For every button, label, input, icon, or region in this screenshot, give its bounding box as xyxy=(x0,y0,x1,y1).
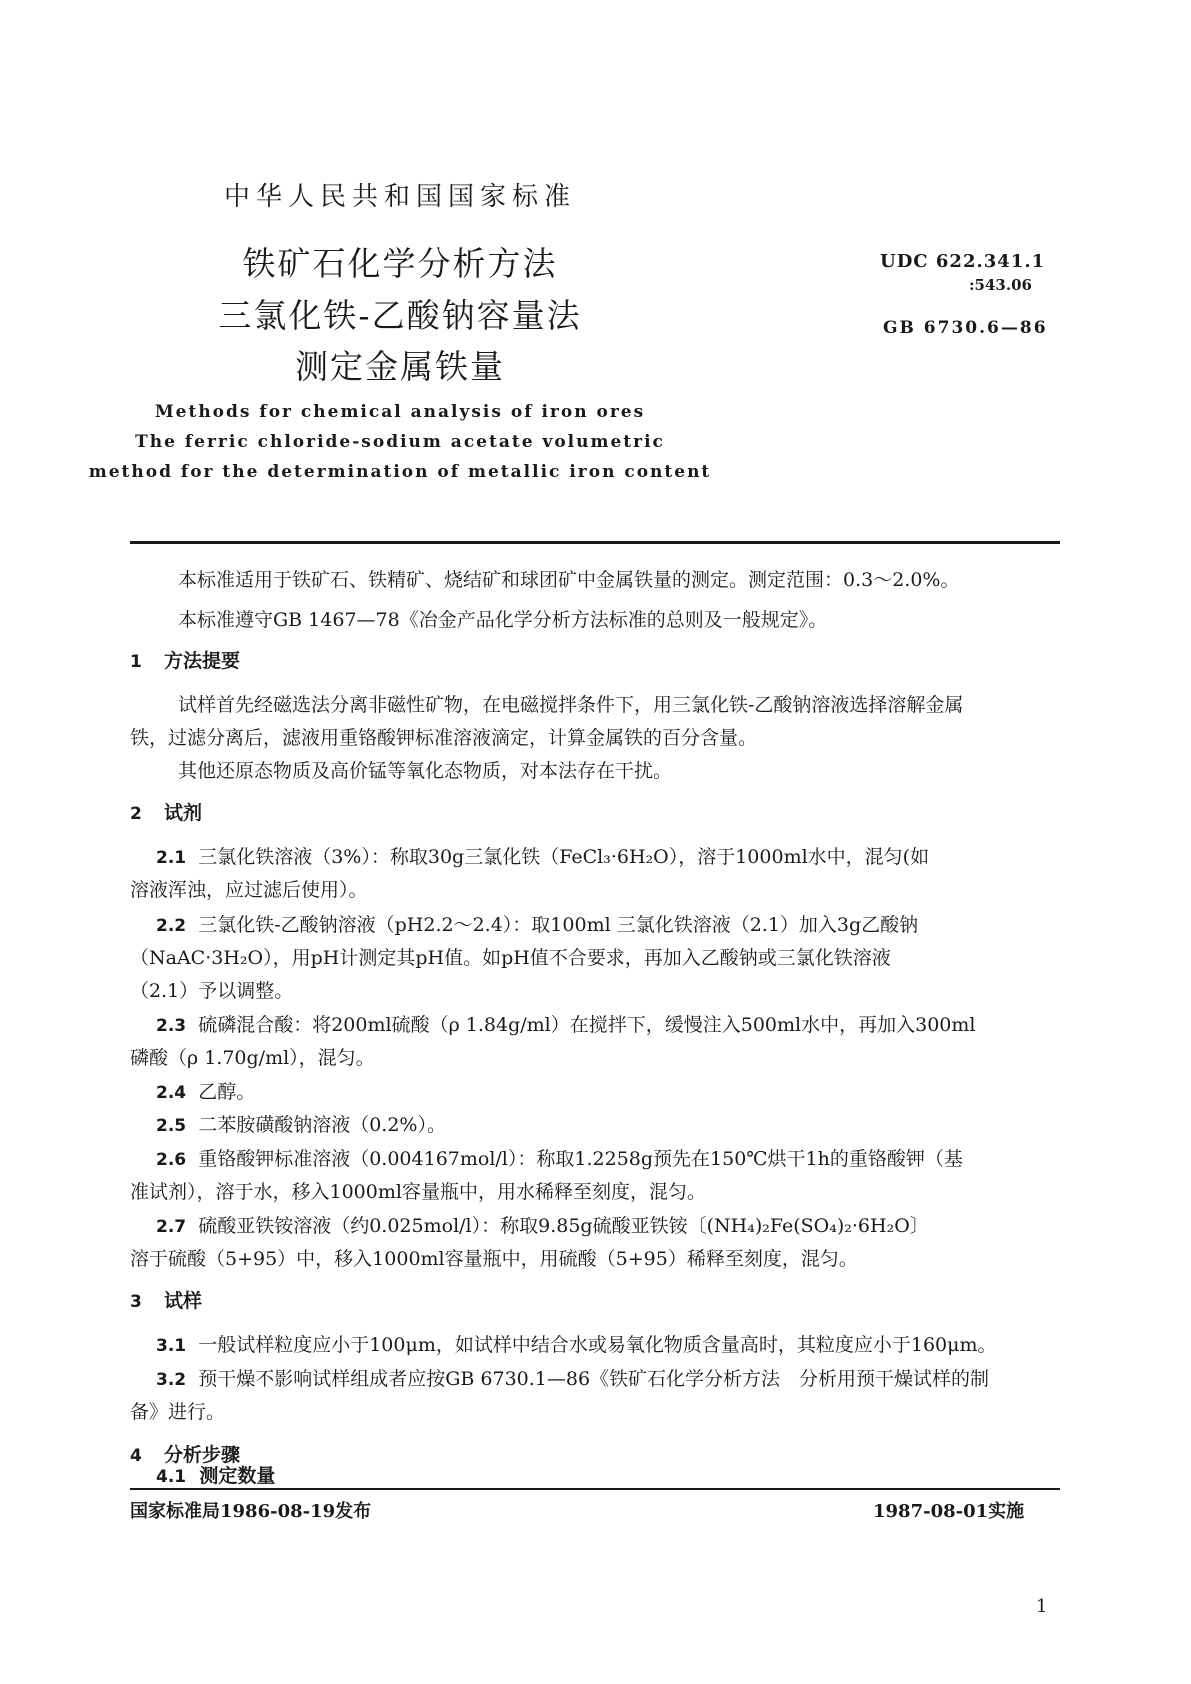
section-1-para-1-line-1: 试样首先经磁选法分离非磁性矿物，在电磁搅拌条件下，用三氯化铁-乙酸钠溶液选择溶解金属 xyxy=(178,694,964,716)
item-number: 2.5 xyxy=(156,1116,187,1136)
header-divider xyxy=(130,541,1060,544)
item-2-2-line-2: （NaAC·3H₂O），用pH计测定其pH值。如pH值不合要求，再加入乙酸钠或三氯化铁溶液 xyxy=(130,947,891,969)
item-2-6-line-1 xyxy=(156,1142,963,1177)
item-number: 2.2 xyxy=(156,916,187,936)
item-2-7-line-1 xyxy=(156,1209,929,1244)
section-1-heading xyxy=(130,646,240,673)
item-2-2-line-1 xyxy=(156,908,918,943)
item-2-2-line-3: （2.1）予以调整。 xyxy=(130,980,294,1002)
section-number: 3 xyxy=(130,1292,142,1312)
issue-date: 国家标准局1986-08-19发布 xyxy=(130,1501,372,1522)
standard-org-title: 中华人民共和国国家标准 xyxy=(223,182,576,212)
item-number: 3.2 xyxy=(156,1370,187,1390)
section-2-heading xyxy=(130,798,202,825)
section-number: 4 xyxy=(130,1446,142,1466)
item-text: 重铬酸钾标准溶液（0.004167mol/l）：称取1.2258g预先在150℃烘干1h的重铬酸钾（基 xyxy=(198,1148,963,1170)
udc-code-continuation: :543.06 xyxy=(969,276,1032,294)
section-1-para-1-line-2: 铁，过滤分离后，滤液用重铬酸钾标准溶液滴定，计算金属铁的百分含量。 xyxy=(130,727,758,749)
item-2-3-line-2: 磷酸（ρ 1.70g/ml），混匀。 xyxy=(130,1047,375,1069)
title-zh-line-1: 铁矿石化学分析方法 xyxy=(242,244,558,283)
scope-statement: 本标准适用于铁矿石、铁精矿、烧结矿和球团矿中金属铁量的测定。测定范围：0.3～2.0%。 xyxy=(178,569,960,591)
item-number: 3.1 xyxy=(156,1336,187,1356)
udc-code: UDC 622.341.1 xyxy=(880,251,1046,272)
item-2-5 xyxy=(156,1108,446,1143)
item-2-3-line-1 xyxy=(156,1008,975,1043)
section-3-heading xyxy=(130,1286,202,1313)
item-number: 2.4 xyxy=(156,1083,187,1103)
section-title: 试剂 xyxy=(164,802,203,824)
item-2-7-line-2: 溶于硫酸（5+95）中，移入1000ml容量瓶中，用硫酸（5+95）稀释至刻度，混匀。 xyxy=(130,1248,858,1270)
title-en-line-3: method for the determination of metallic iron content xyxy=(88,462,712,482)
item-text: 硫酸亚铁铵溶液（约0.025mol/l）：称取9.85g硫酸亚铁铵〔(NH₄)₂Fe(SO₄)₂·6H₂O〕 xyxy=(198,1215,929,1237)
item-text: 三氯化铁-乙酸钠溶液（pH2.2～2.4）：取100ml 三氯化铁溶液（2.1）加入3g乙酸钠 xyxy=(198,914,919,936)
item-2-1-line-2: 溶液浑浊，应过滤后使用）。 xyxy=(130,879,368,901)
subsection-4-1-heading xyxy=(156,1461,275,1488)
gb-standard-number: GB 6730.6—86 xyxy=(883,318,1048,338)
title-en-line-2: The ferric chloride-sodium acetate volumetric xyxy=(135,432,665,452)
section-1-para-2: 其他还原态物质及高价锰等氧化态物质，对本法存在干扰。 xyxy=(178,760,673,782)
footer-divider xyxy=(130,1488,1060,1490)
item-number: 2.1 xyxy=(156,848,187,868)
item-2-1-line-1 xyxy=(156,840,929,875)
title-en-line-1: Methods for chemical analysis of iron ores xyxy=(154,402,646,422)
page-number: 1 xyxy=(1036,1596,1048,1617)
section-title: 分析步骤 xyxy=(164,1444,241,1466)
section-title: 试样 xyxy=(164,1290,203,1312)
item-number: 4.1 xyxy=(156,1467,187,1487)
item-3-1 xyxy=(156,1328,996,1363)
item-text: 三氯化铁溶液（3%）：称取30g三氯化铁（FeCl₃·6H₂O），溶于1000ml水中，混匀(如 xyxy=(198,846,930,868)
item-number: 2.3 xyxy=(156,1016,187,1036)
item-2-6-line-2: 准试剂），溶于水，移入1000ml容量瓶中，用水稀释至刻度，混匀。 xyxy=(130,1181,706,1203)
item-number: 2.7 xyxy=(156,1217,187,1237)
item-text: 二苯胺磺酸钠溶液（0.2%）。 xyxy=(198,1114,446,1136)
item-2-4 xyxy=(156,1075,255,1110)
item-3-2-line-2: 备》进行。 xyxy=(130,1401,226,1423)
item-text: 一般试样粒度应小于100μm，如试样中结合水或易氧化物质含量高时，其粒度应小于160μm。 xyxy=(198,1334,997,1356)
section-number: 2 xyxy=(130,804,142,824)
item-text: 乙醇。 xyxy=(198,1081,256,1103)
item-number: 2.6 xyxy=(156,1150,187,1170)
effective-date: 1987-08-01实施 xyxy=(873,1501,1025,1522)
item-text: 硫磷混合酸：将200ml硫酸（ρ 1.84g/ml）在搅拌下，缓慢注入500ml水中，再加入300ml xyxy=(198,1014,976,1036)
item-text: 预干燥不影响试样组成者应按GB 6730.1—86《铁矿石化学分析方法 分析用预干燥试样的制 xyxy=(198,1368,990,1390)
section-title: 方法提要 xyxy=(164,650,241,672)
subsection-title: 测定数量 xyxy=(199,1465,276,1487)
title-zh-line-3: 测定金属铁量 xyxy=(295,347,505,386)
title-zh-line-2: 三氯化铁-乙酸钠容量法 xyxy=(218,296,582,335)
section-number: 1 xyxy=(130,652,142,672)
compliance-statement: 本标准遵守GB 1467—78《冶金产品化学分析方法标准的总则及一般规定》。 xyxy=(178,609,828,631)
item-3-2-line-1 xyxy=(156,1362,989,1397)
